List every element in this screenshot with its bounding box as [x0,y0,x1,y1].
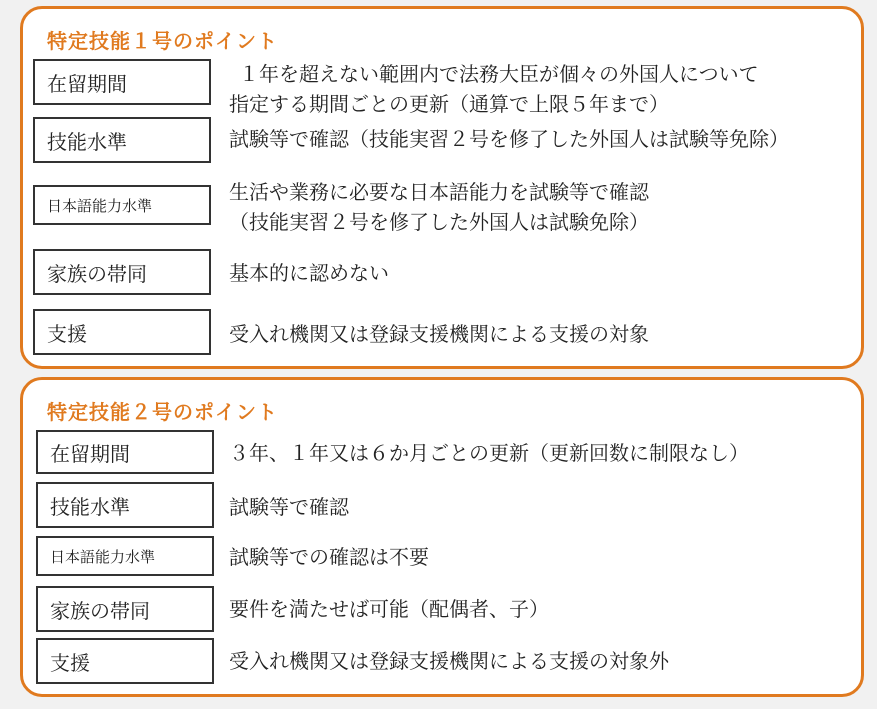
label-family: 家族の帯同 [36,586,214,632]
desc-skill-level [229,124,789,154]
desc-residence-period [229,59,759,119]
desc-support [229,646,669,676]
desc-line: 指定する期間ごとの更新（通算で上限５年まで） [229,92,669,116]
label-residence-period: 在留期間 [36,430,214,474]
label-support: 支援 [33,309,211,355]
desc-japanese-level [229,542,429,572]
desc-line: 受入れ機関又は登録支援機関による支援の対象外 [229,649,669,673]
desc-family [229,258,389,288]
desc-skill-level [229,492,349,522]
desc-line: 試験等で確認 [229,495,349,519]
desc-line: （技能実習２号を修了した外国人は試験免除） [229,210,649,234]
panel-title: 特定技能２号のポイント [47,400,278,424]
desc-line: 要件を満たせば可能（配偶者、子） [229,597,549,621]
specified-skills-2-panel [20,377,864,697]
desc-line: 基本的に認めない [229,261,389,285]
desc-line: 試験等で確認（技能実習２号を修了した外国人は試験等免除） [229,127,789,151]
desc-line: ３年、１年又は６か月ごとの更新（更新回数に制限なし） [229,441,749,465]
desc-line: 受入れ機関又は登録支援機関による支援の対象 [229,322,649,346]
desc-support [229,319,649,349]
label-japanese-level: 日本語能力水準 [33,185,211,225]
specified-skills-1-panel [20,6,864,369]
desc-residence-period [229,438,749,468]
label-skill-level: 技能水準 [36,482,214,528]
panel-title: 特定技能１号のポイント [47,29,278,53]
desc-family [229,594,549,624]
desc-japanese-level [229,177,649,237]
desc-line: 生活や業務に必要な日本語能力を試験等で確認 [229,180,649,204]
label-family: 家族の帯同 [33,249,211,295]
label-support: 支援 [36,638,214,684]
label-skill-level: 技能水準 [33,117,211,163]
label-japanese-level: 日本語能力水準 [36,536,214,576]
desc-line: １年を超えない範囲内で法務大臣が個々の外国人について [239,62,759,86]
label-residence-period: 在留期間 [33,59,211,105]
desc-line: 試験等での確認は不要 [229,545,429,569]
